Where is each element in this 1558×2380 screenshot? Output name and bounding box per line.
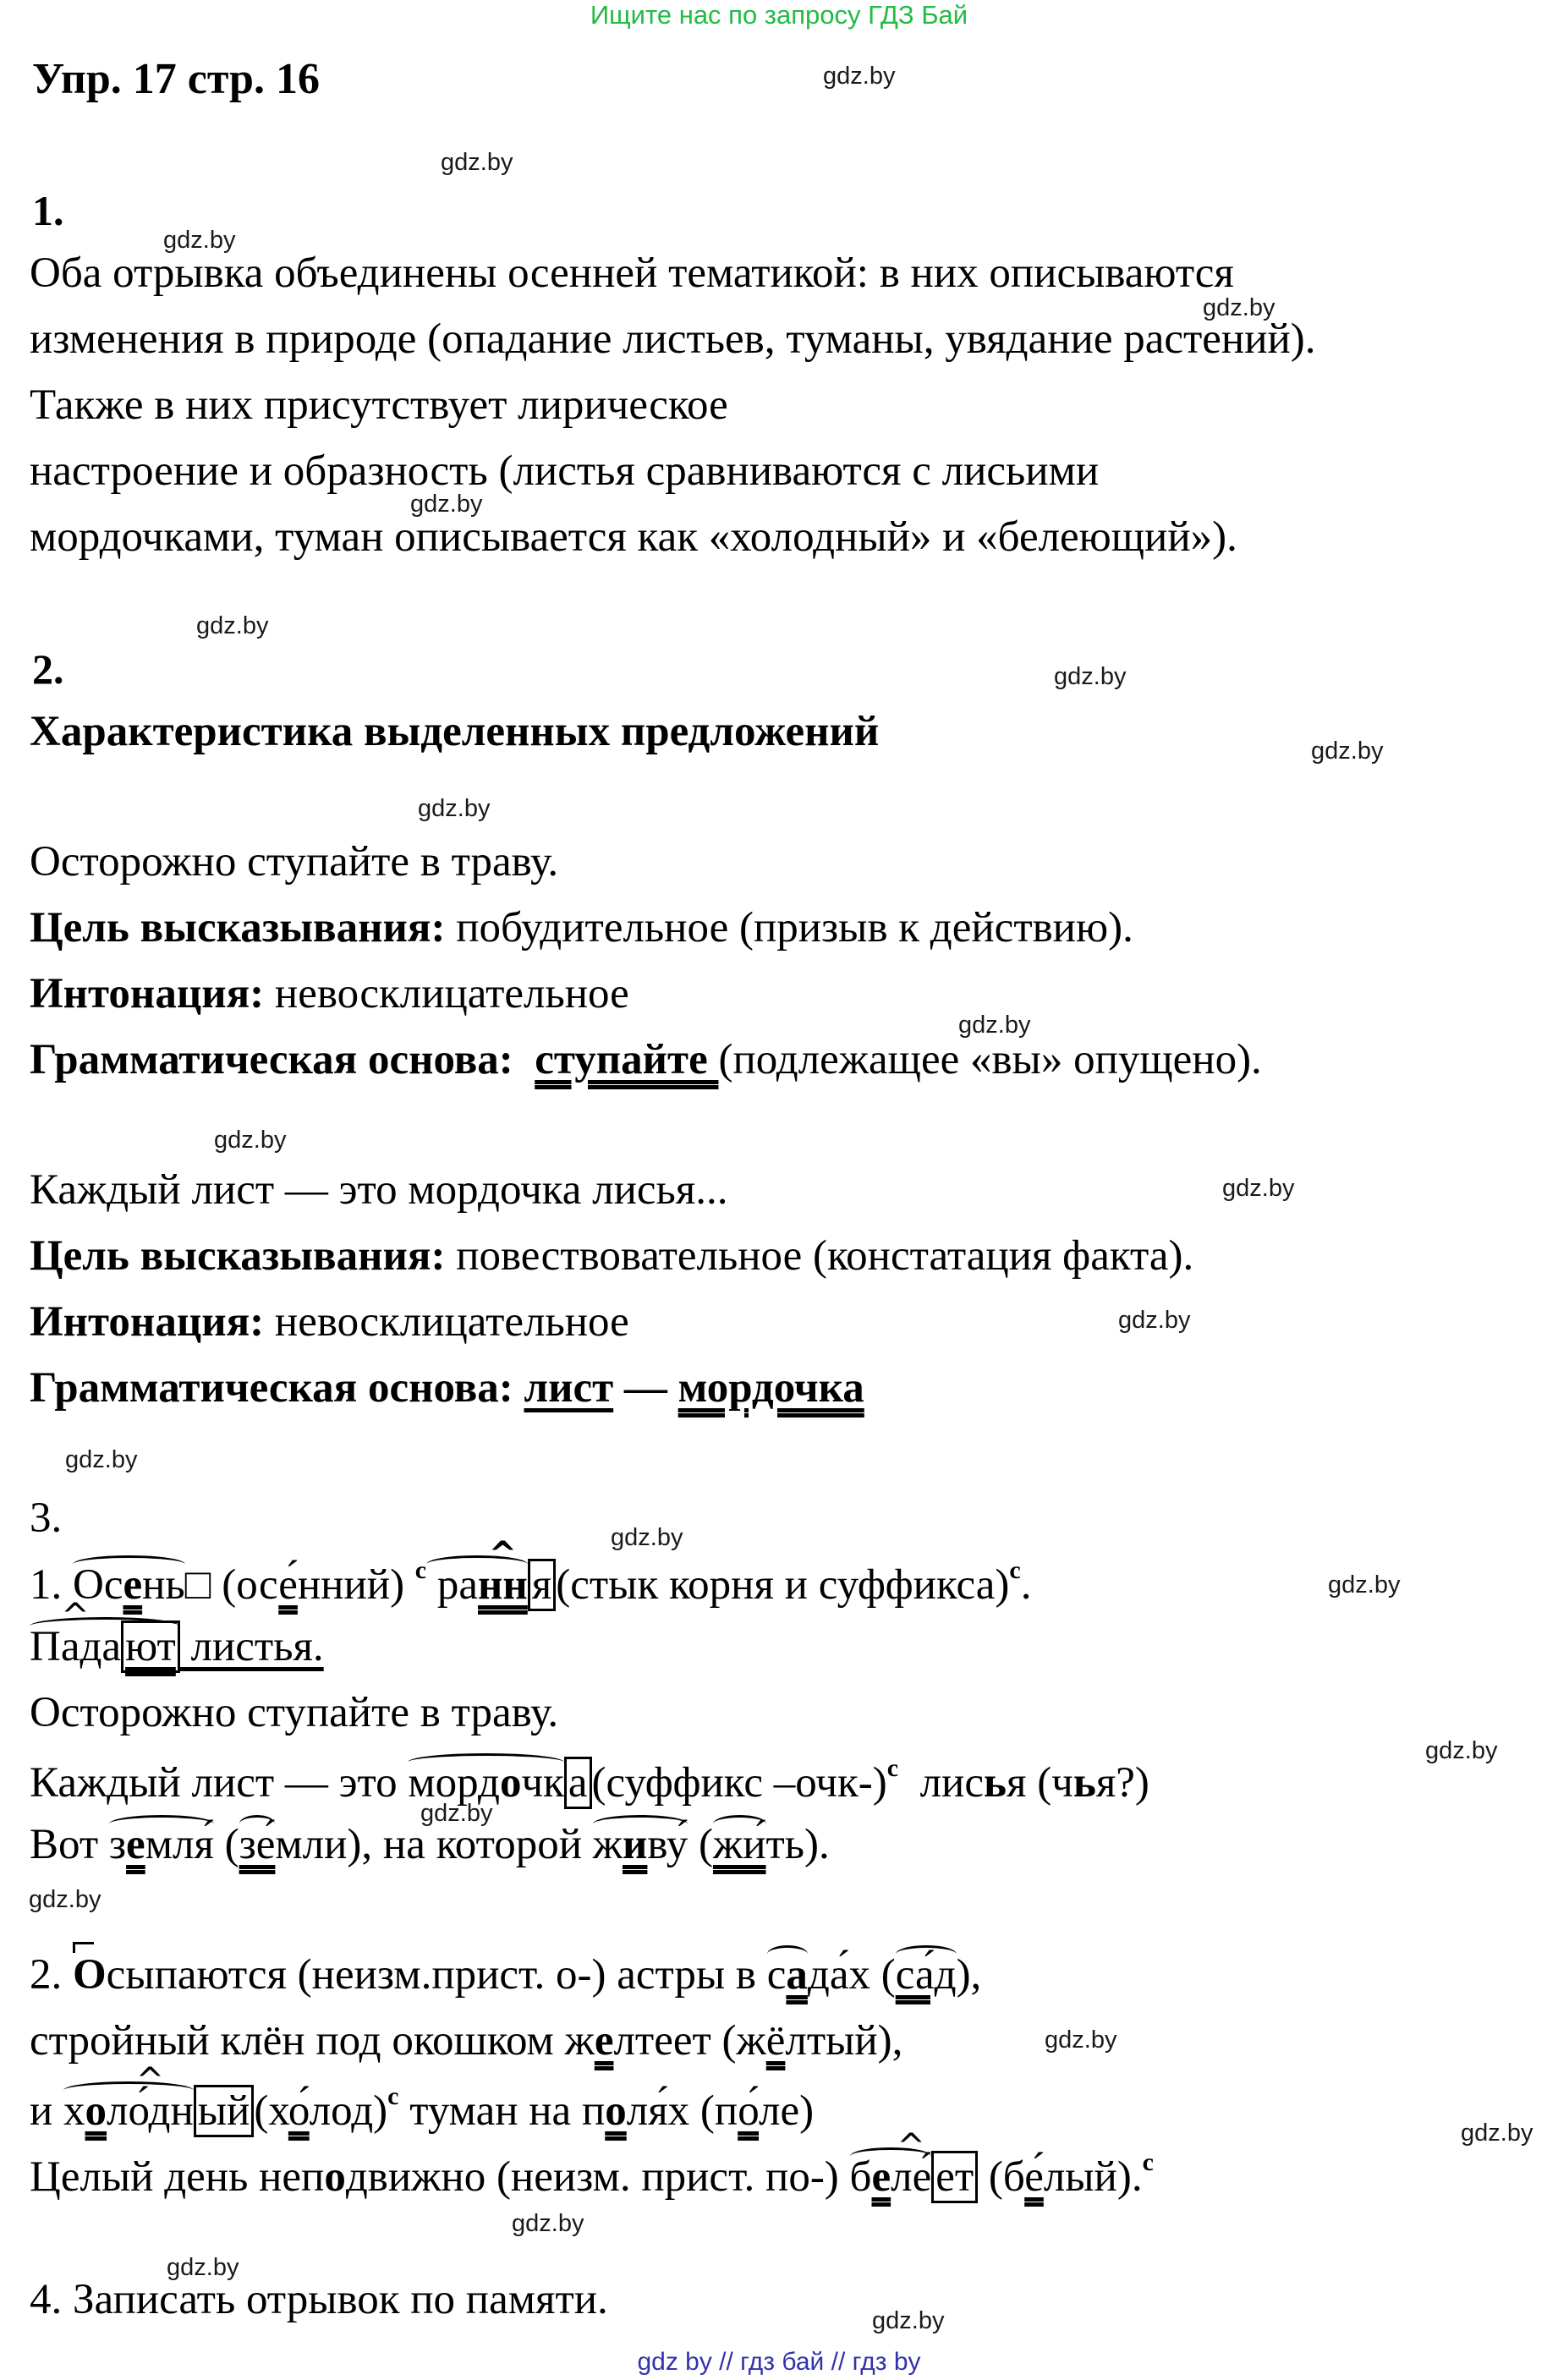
sentence-1: Осторожно ступайте в траву.	[30, 838, 559, 886]
check-vowel: ё	[765, 2017, 786, 2065]
watermark: gdz.by	[65, 1446, 138, 1473]
intonation-label: Интонация:	[30, 1298, 265, 1346]
text: (ж	[710, 2017, 766, 2065]
text: движно (неизм. прист. по-)	[345, 2153, 850, 2201]
text: (стык корня и суффикса)	[556, 1561, 1010, 1609]
ending-box: ет	[931, 2151, 978, 2203]
text: ^ ле́	[891, 2152, 931, 2202]
text: морд	[408, 1759, 500, 1807]
watermark: gdz.by	[214, 1127, 287, 1154]
stressed-vowel: е	[126, 1821, 145, 1868]
basis-predicate: мордочка	[678, 1364, 864, 1412]
section-2-heading: Характеристика выделенных предложений	[30, 708, 880, 755]
text: з	[108, 1821, 127, 1868]
goal-row-1	[30, 903, 1133, 952]
stressed-vowel: е	[594, 2017, 614, 2065]
check-vowel: о́	[288, 2087, 310, 2135]
text: листья.	[179, 1623, 324, 1670]
watermark: gdz.by	[420, 1800, 493, 1827]
watermark: gdz.by	[163, 227, 236, 254]
text: ра	[426, 1561, 479, 1609]
section-1-number: 1.	[32, 187, 64, 234]
intonation-value: невосклицательное	[264, 970, 629, 1017]
analysis-line-7	[30, 2016, 902, 2065]
text: чк	[521, 1759, 564, 1807]
sup-mark: с	[1009, 1556, 1021, 1584]
watermark: gdz.by	[441, 149, 513, 176]
text: и	[30, 2087, 64, 2135]
text: (х	[254, 2087, 288, 2135]
watermark: gdz.by	[611, 1524, 683, 1551]
text: ^ ло́дн	[107, 2087, 194, 2136]
watermark: gdz.by	[1311, 738, 1384, 765]
stressed-vowel: и	[623, 1821, 648, 1868]
analysis-line-4	[30, 1754, 1149, 1807]
stressed-vowel: а	[786, 1951, 808, 1999]
section-1-line: Оба отрывка объединены осенней тематикой: в них описываются	[30, 250, 1234, 297]
suffix-letters: ^ нн	[478, 1560, 528, 1610]
watermark: gdz.by	[512, 2210, 584, 2237]
basis-predicate: ступайте	[535, 1036, 719, 1083]
text: я (ч	[1006, 1759, 1073, 1807]
zero-ending: □	[184, 1561, 211, 1609]
basis-note: (подлежащее «вы» опущено).	[718, 1036, 1262, 1083]
text: (суффикс –очк-)	[591, 1759, 887, 1807]
text: я?)	[1095, 1759, 1149, 1807]
intonation-row-1	[30, 969, 629, 1018]
page-title: Упр. 17 стр. 16	[32, 55, 320, 103]
root-arc	[30, 1622, 180, 1671]
goal-label: Цель высказывания:	[30, 904, 446, 951]
text: Ос	[73, 1561, 123, 1609]
watermark: gdz.by	[958, 1012, 1031, 1039]
analysis-line-6	[30, 1950, 981, 1999]
basis-subject: лист	[524, 1364, 614, 1412]
intonation-label: Интонация:	[30, 970, 265, 1017]
text: мли), на которой	[275, 1821, 593, 1868]
section-3-number: 3.	[30, 1494, 63, 1542]
watermark: gdz.by	[167, 2254, 239, 2281]
watermark: gdz.by	[1118, 1307, 1191, 1334]
text: лис	[898, 1759, 984, 1807]
goal-value: повествовательное (констатация факта).	[445, 1232, 1194, 1280]
text: с	[766, 1951, 787, 1999]
watermark: gdz.by	[418, 795, 491, 822]
ending-box: я	[528, 1559, 556, 1611]
soft-sign: ь	[1072, 1759, 1096, 1807]
sup-mark: с	[414, 1556, 427, 1584]
watermark: gdz.by	[1461, 2120, 1533, 2147]
text: нний)	[297, 1561, 415, 1609]
text: 1.	[30, 1561, 73, 1609]
watermark: gdz.by	[29, 1886, 101, 1913]
text: ть).	[765, 1821, 830, 1868]
watermark: gdz.by	[1328, 1571, 1401, 1599]
stressed-vowel: е	[123, 1561, 143, 1609]
text: ж	[592, 1821, 623, 1868]
stressed-vowel: е	[871, 2153, 891, 2201]
root-arc	[426, 1560, 528, 1610]
analysis-line-9	[30, 2148, 1154, 2202]
text: стройный клён под окошком ж	[30, 2017, 595, 2065]
text: ^ Пада	[30, 1622, 121, 1671]
section-1-line: мордочками, туман описывается как «холодный» и «белеющий»).	[30, 513, 1237, 561]
prefix-vowel: о	[324, 2153, 346, 2201]
sup-mark: с	[886, 1754, 899, 1782]
text: лый).	[1043, 2153, 1143, 2201]
watermark: gdz.by	[410, 491, 483, 518]
basis-label: Грамматическая основа:	[30, 1036, 535, 1083]
basis-label: Грамматическая основа:	[30, 1364, 524, 1412]
watermark: gdz.by	[1045, 2026, 1117, 2054]
text: (	[688, 1821, 713, 1868]
root-arc	[109, 1820, 214, 1869]
suffix-vowel: о	[499, 1759, 522, 1807]
text: ву́	[647, 1821, 688, 1868]
goal-value: побудительное (призыв к действию).	[445, 904, 1133, 951]
watermark: gdz.by	[872, 2307, 945, 2334]
watermark: gdz.by	[1425, 1737, 1498, 1764]
root-arc	[767, 1950, 808, 1999]
text: 2.	[30, 1951, 73, 1999]
watermark: gdz.by	[823, 63, 896, 90]
stressed-vowel: о	[605, 2087, 627, 2135]
text: Вот	[30, 1821, 109, 1868]
intonation-value: невосклицательное	[264, 1298, 629, 1346]
section-1-line: изменения в природе (опадание листьев, туманы, увядание растений).	[30, 315, 1316, 363]
text: (	[213, 1821, 239, 1868]
text: лтый),	[785, 2017, 903, 2065]
sentence-2: Каждый лист — это мордочка лисья...	[30, 1166, 728, 1214]
goal-row-2	[30, 1231, 1193, 1280]
goal-label: Цель высказывания:	[30, 1232, 446, 1280]
text: туман на п	[398, 2087, 606, 2135]
analysis-line-1	[30, 1556, 1031, 1610]
check-vowel: о́	[738, 2087, 760, 2135]
root-arc: са́д	[895, 1951, 957, 1999]
text: (	[870, 1951, 896, 1999]
root-arc	[850, 2152, 932, 2202]
section-1-line: Также в них присутствует лирическое	[30, 381, 728, 429]
footer-links[interactable]: gdz by // гдз бай // гдз by	[637, 2348, 921, 2376]
basis-dash: —	[613, 1364, 678, 1412]
text: .	[1020, 1561, 1032, 1609]
text: мля́	[145, 1821, 214, 1868]
section-2-number: 2.	[32, 645, 64, 693]
text: х	[63, 2087, 85, 2135]
soft-sign: ь	[984, 1759, 1007, 1807]
sup-mark: с	[1142, 2148, 1154, 2176]
text: лтеет	[613, 2017, 711, 2065]
sup-mark: с	[387, 2082, 399, 2110]
analysis-line-3: Осторожно ступайте в траву.	[30, 1689, 559, 1736]
text: нь	[142, 1561, 185, 1609]
text: сыпаются (неизм.прист. о-) астры в	[106, 1951, 767, 1999]
ending-box: ют	[121, 1620, 180, 1673]
text: (ос	[211, 1561, 279, 1609]
text: б	[849, 2153, 872, 2201]
root-arc: жи́	[712, 1821, 766, 1868]
root-arc	[73, 1560, 185, 1610]
check-vowel: е́	[1024, 2153, 1044, 2201]
prefix-mark: О	[73, 1951, 107, 1999]
section-4-text: 4. Записать отрывок по памяти.	[30, 2276, 608, 2323]
root-arc	[63, 2087, 194, 2136]
basis-row-1	[30, 1035, 1262, 1084]
analysis-line-2	[30, 1622, 324, 1671]
root-arc: зе́	[239, 1821, 276, 1868]
text: да́х	[807, 1951, 870, 1999]
text: ле)	[759, 2087, 815, 2135]
watermark: gdz.by	[1054, 663, 1127, 690]
intonation-row-2	[30, 1297, 629, 1346]
stressed-vowel: о	[85, 2087, 107, 2135]
watermark: gdz.by	[196, 612, 269, 639]
watermark: gdz.by	[1203, 294, 1275, 321]
text: ля́х (п	[626, 2087, 738, 2135]
text: Каждый лист — это	[30, 1759, 409, 1807]
basis-row-2	[30, 1363, 864, 1412]
ending-box: а	[564, 1757, 592, 1809]
analysis-line-8	[30, 2082, 814, 2136]
top-search-link[interactable]: Ищите нас по запросу ГДЗ Бай	[590, 0, 968, 30]
text: ),	[956, 1951, 982, 1999]
watermark: gdz.by	[1222, 1175, 1295, 1202]
section-1-line: настроение и образность (листья сравниваются с лисьими	[30, 447, 1100, 495]
root-arc	[593, 1820, 688, 1869]
check-vowel: е́	[278, 1561, 298, 1609]
text: (б	[978, 2153, 1025, 2201]
text: Целый день неп	[30, 2153, 325, 2201]
text: лод)	[309, 2087, 388, 2135]
ending-box: ый	[194, 2085, 255, 2137]
